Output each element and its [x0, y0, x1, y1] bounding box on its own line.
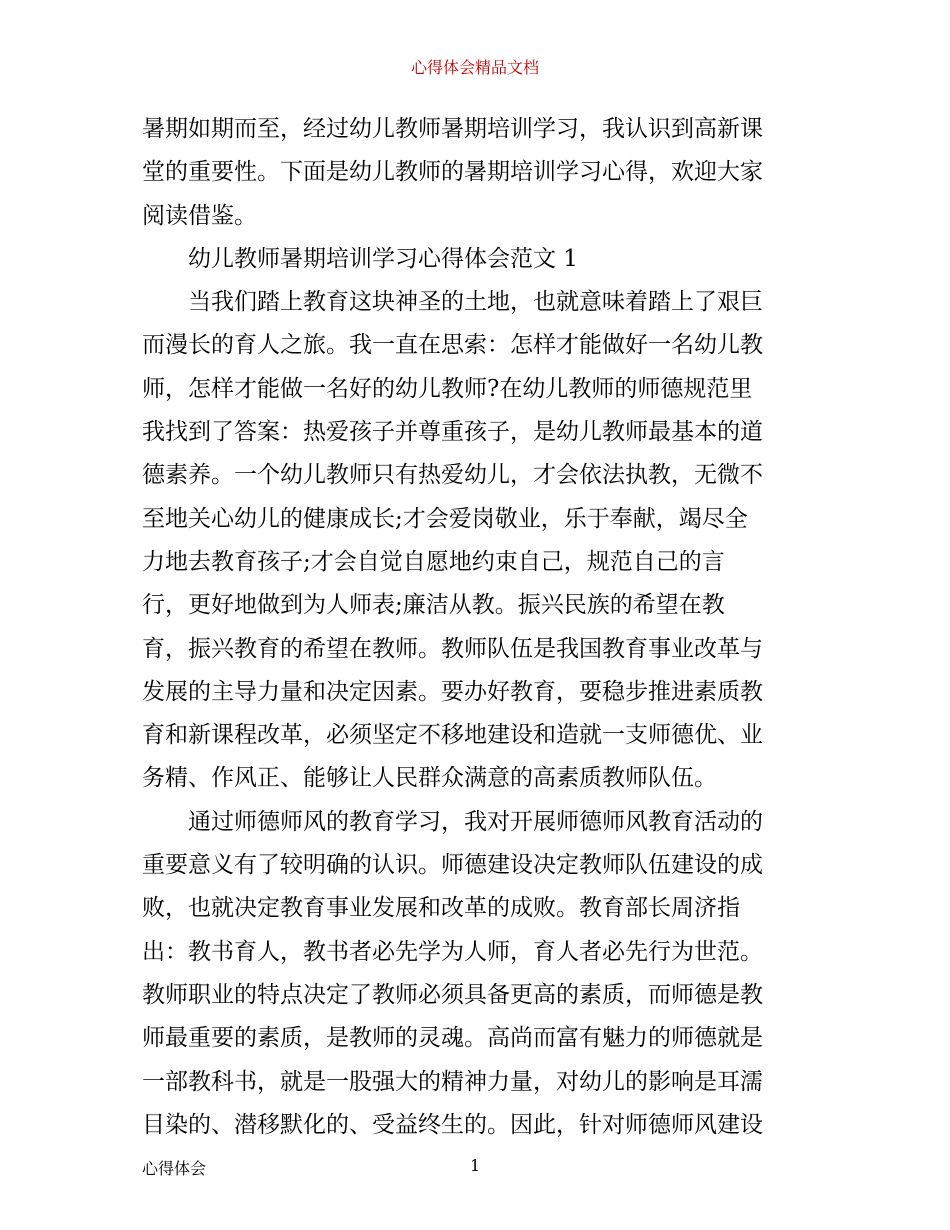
- footer-label: 心得体会: [142, 1159, 207, 1178]
- text-line: 行，更好地做到为人师表;廉洁从教。振兴民族的希望在教: [142, 592, 725, 619]
- section-heading: 幼儿教师暑期培训学习心得体会范文 1: [188, 245, 578, 272]
- text-line: 力地去教育孩子;才会自觉自愿地约束自己，规范自己的言: [142, 548, 725, 575]
- text-line: 一部教科书，就是一股强大的精神力量，对幼儿的影响是耳濡: [142, 1068, 763, 1095]
- text-line: 出：教书育人，教书者必先学为人师，育人者必先行为世范。: [142, 938, 763, 965]
- text-line: 而漫长的育人之旅。我一直在思索：怎样才能做好一名幼儿教: [142, 332, 763, 359]
- text-line: 败，也就决定教育事业发展和改革的成败。教育部长周济指: [142, 895, 740, 922]
- text-line: 暑期如期而至，经过幼儿教师暑期培训学习，我认识到高新课: [142, 116, 763, 142]
- text-line: 育和新课程改革，必须坚定不移地建设和造就一支师德优、业: [142, 722, 763, 749]
- text-line: 育，振兴教育的希望在教师。教师队伍是我国教育事业改革与: [142, 635, 763, 662]
- page-number: 1: [470, 1156, 481, 1175]
- document-header-title: 心得体会精品文档: [410, 58, 539, 77]
- text-line: 至地关心幼儿的健康成长;才会爱岗敬业，乐于奉献，竭尽全: [142, 505, 748, 532]
- text-line: 重要意义有了较明确的认识。师德建设决定教师队伍建设的成: [142, 852, 763, 879]
- text-line: 我找到了答案：热爱孩子并尊重孩子，是幼儿教师最基本的道: [142, 419, 763, 446]
- text-line: 发展的主导力量和决定因素。要办好教育，要稳步推进素质教: [142, 678, 763, 705]
- text-line: 阅读借鉴。: [142, 202, 257, 229]
- text-line: 师最重要的素质，是教师的灵魂。高尚而富有魅力的师德就是: [142, 1025, 763, 1052]
- text-line: 师，怎样才能做一名好的幼儿教师?在幼儿教师的师德规范里: [142, 375, 753, 402]
- text-line: 当我们踏上教育这块神圣的土地，也就意味着踏上了艰巨: [188, 289, 763, 316]
- text-line: 务精、作风正、能够让人民群众满意的高素质教师队伍。: [142, 765, 717, 792]
- text-line: 目染的、潜移默化的、受益终生的。因此，针对师德师风建设: [142, 1111, 763, 1138]
- text-line: 通过师德师风的教育学习，我对开展师德师风教育活动的: [188, 808, 763, 835]
- text-line: 堂的重要性。下面是幼儿教师的暑期培训学习心得，欢迎大家: [142, 159, 763, 186]
- text-line: 教师职业的特点决定了教师必须具备更高的素质，而师德是教: [142, 981, 763, 1008]
- text-line: 德素养。一个幼儿教师只有热爱幼儿，才会依法执教，无微不: [142, 462, 763, 489]
- document-body: [142, 108, 822, 1147]
